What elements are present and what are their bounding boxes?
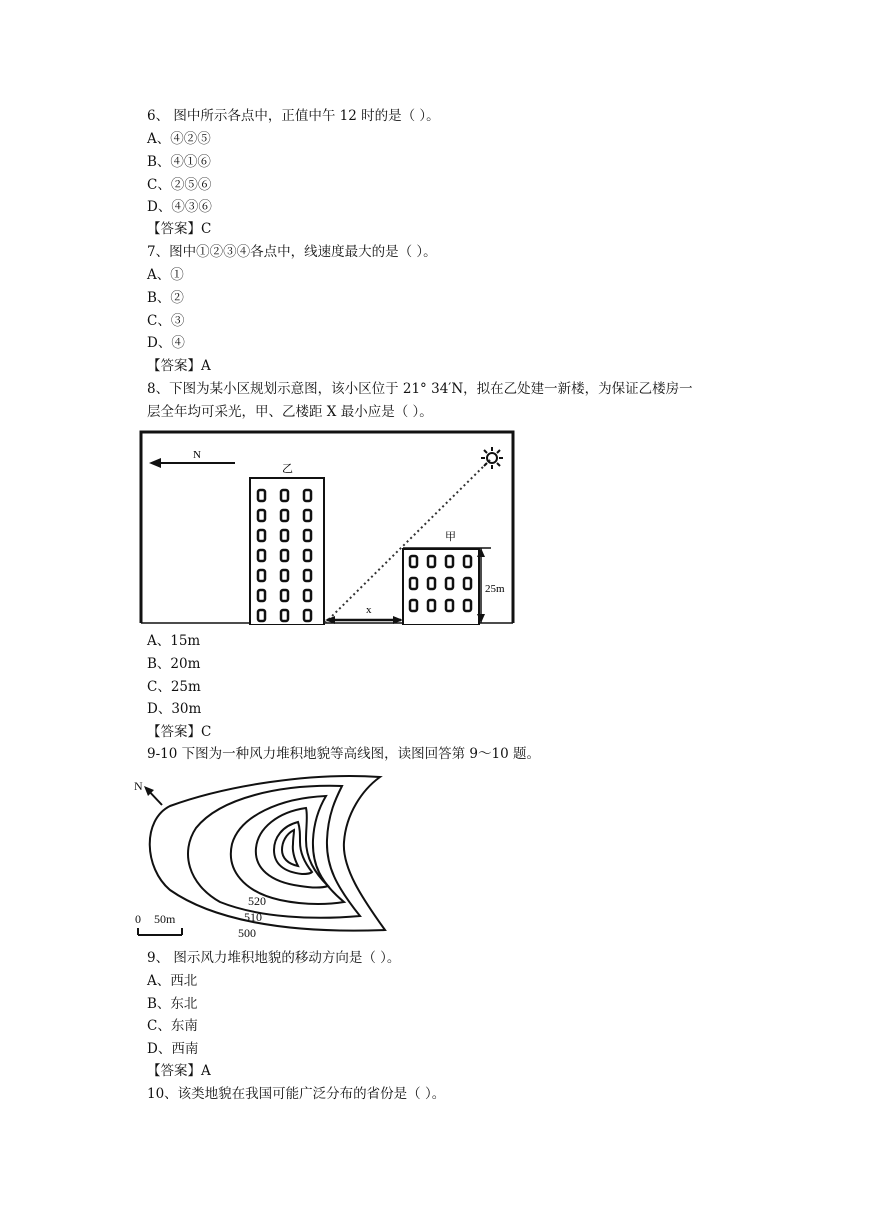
question-6-option-b: B、④①⑥	[147, 154, 211, 170]
residential-planning-figure	[139, 429, 515, 625]
window	[281, 490, 288, 501]
north-label: N	[134, 779, 143, 793]
north-arrow-icon	[144, 786, 162, 805]
window	[428, 600, 435, 611]
question-8-option-c: C、25m	[147, 679, 201, 695]
window	[258, 590, 265, 601]
window	[281, 610, 288, 621]
window	[258, 570, 265, 581]
building-yi-label: 乙	[282, 463, 293, 475]
question-7-option-b: B、②	[147, 290, 184, 306]
contour-label-510: 510	[244, 910, 262, 924]
question-10-stem: 10、该类地貌在我国可能广泛分布的省份是（ ）。	[147, 1086, 446, 1102]
window	[410, 556, 417, 567]
question-7-stem: 7、图中①②③④各点中，线速度最大的是（ ）。	[147, 244, 437, 260]
question-6-stem: 6、 图中所示各点中，正值中午 12 时的是（ ）。	[147, 108, 440, 124]
question-9-option-a: A、西北	[147, 973, 198, 989]
window	[410, 600, 417, 611]
question-7-option-a: A、①	[147, 267, 184, 283]
height-label: 25m	[485, 583, 505, 595]
window	[281, 530, 288, 541]
window	[281, 570, 288, 581]
scale-zero-label: 0	[135, 912, 141, 926]
contour-inner-3	[282, 830, 298, 866]
window	[464, 578, 471, 589]
question-8-option-d: D、30m	[147, 701, 202, 717]
contour-500	[150, 776, 385, 931]
window	[446, 600, 453, 611]
window	[304, 530, 311, 541]
building-jia-label: 甲	[445, 531, 456, 543]
distance-label: x	[366, 604, 372, 616]
question-9-option-d: D、西南	[147, 1041, 199, 1057]
question-9-option-c: C、东南	[147, 1018, 198, 1034]
scale-distance-label: 50m	[154, 912, 176, 926]
north-label: N	[193, 449, 201, 461]
question-8-stem-line-2: 层全年均可采光，甲、乙楼距 X 最小应是（ ）。	[147, 404, 433, 420]
window	[410, 578, 417, 589]
dune-contour-figure	[130, 768, 415, 940]
window	[464, 556, 471, 567]
window	[304, 490, 311, 501]
question-9-answer: 【答案】A	[147, 1063, 211, 1079]
window	[304, 510, 311, 521]
scale-bar	[138, 928, 182, 935]
window	[258, 490, 265, 501]
window	[258, 610, 265, 621]
question-7-answer: 【答案】A	[147, 358, 211, 374]
sun-icon	[481, 447, 503, 469]
contour-label-500: 500	[238, 926, 256, 940]
window	[446, 578, 453, 589]
window	[304, 570, 311, 581]
window	[281, 550, 288, 561]
window	[304, 550, 311, 561]
question-8-stem-line-1: 8、下图为某小区规划示意图，该小区位于 21° 34′N，拟在乙处建一新楼，为保证乙楼房一	[147, 381, 693, 397]
window	[258, 510, 265, 521]
window	[258, 530, 265, 541]
window	[304, 590, 311, 601]
question-8-answer: 【答案】C	[147, 724, 212, 740]
window	[281, 510, 288, 521]
window	[428, 578, 435, 589]
question-6-option-c: C、②⑤⑥	[147, 177, 212, 193]
question-9-stem: 9、 图示风力堆积地貌的移动方向是（ ）。	[147, 950, 401, 966]
window	[304, 610, 311, 621]
question-6-answer: 【答案】C	[147, 221, 212, 237]
window	[428, 556, 435, 567]
question-6-option-a: A、④②⑤	[147, 131, 211, 147]
question-7-option-c: C、③	[147, 313, 185, 329]
window	[464, 600, 471, 611]
question-8-option-a: A、15m	[147, 633, 201, 649]
north-arrow-icon	[149, 458, 235, 468]
question-9-option-b: B、东北	[147, 996, 198, 1012]
question-6-option-d: D、④③⑥	[147, 199, 212, 215]
window	[446, 556, 453, 567]
contour-label-520: 520	[248, 894, 266, 908]
question-7-option-d: D、④	[147, 335, 185, 351]
window	[281, 590, 288, 601]
window	[258, 550, 265, 561]
question-8-option-b: B、20m	[147, 656, 201, 672]
questions-9-10-intro: 9-10 下图为一种风力堆积地貌等高线图，读图回答第 9～10 题。	[147, 746, 540, 762]
